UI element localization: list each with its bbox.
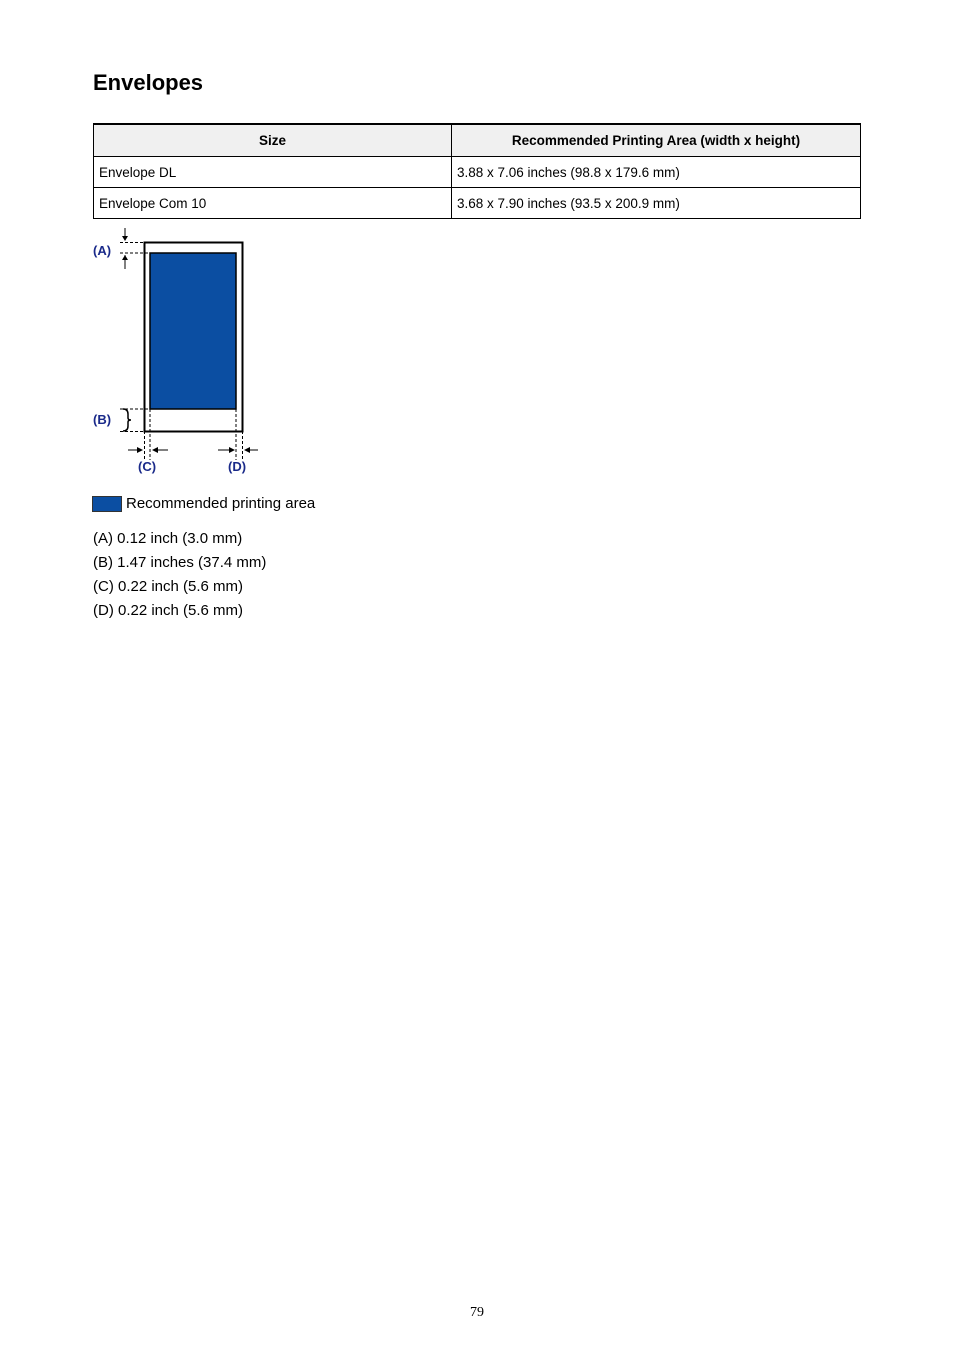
legend bbox=[92, 495, 315, 512]
page-title: Envelopes bbox=[93, 70, 204, 95]
column-header-size: Size bbox=[94, 124, 452, 157]
margin-item-b: (B) 1.47 inches (37.4 mm) bbox=[93, 554, 267, 571]
table-row bbox=[94, 188, 861, 219]
size-cell: Envelope Com 10 bbox=[94, 188, 452, 219]
page-number: 79 bbox=[470, 1305, 484, 1320]
legend-swatch bbox=[92, 496, 122, 512]
printing-area-fill bbox=[150, 253, 236, 409]
table-header-row bbox=[94, 124, 861, 157]
printing-area-cell: 3.68 x 7.90 inches (93.5 x 200.9 mm) bbox=[452, 188, 861, 219]
table-row bbox=[94, 157, 861, 188]
size-cell: Envelope DL bbox=[94, 157, 452, 188]
printing-area-diagram bbox=[90, 228, 265, 480]
margin-item-d: (D) 0.22 inch (5.6 mm) bbox=[93, 602, 244, 619]
margin-item-c: (C) 0.22 inch (5.6 mm) bbox=[93, 578, 244, 595]
label-d: (D) bbox=[228, 459, 247, 474]
legend-label: Recommended printing area bbox=[126, 495, 316, 512]
column-header-printing-area: Recommended Printing Area (width x height) bbox=[452, 124, 861, 157]
label-b: (B) bbox=[93, 412, 112, 427]
label-c: (C) bbox=[138, 459, 157, 474]
label-a: (A) bbox=[93, 243, 112, 258]
margin-list bbox=[93, 527, 266, 623]
envelope-size-table bbox=[93, 123, 861, 219]
margin-item-a: (A) 0.12 inch (3.0 mm) bbox=[93, 530, 243, 547]
printing-area-cell: 3.88 x 7.06 inches (98.8 x 179.6 mm) bbox=[452, 157, 861, 188]
